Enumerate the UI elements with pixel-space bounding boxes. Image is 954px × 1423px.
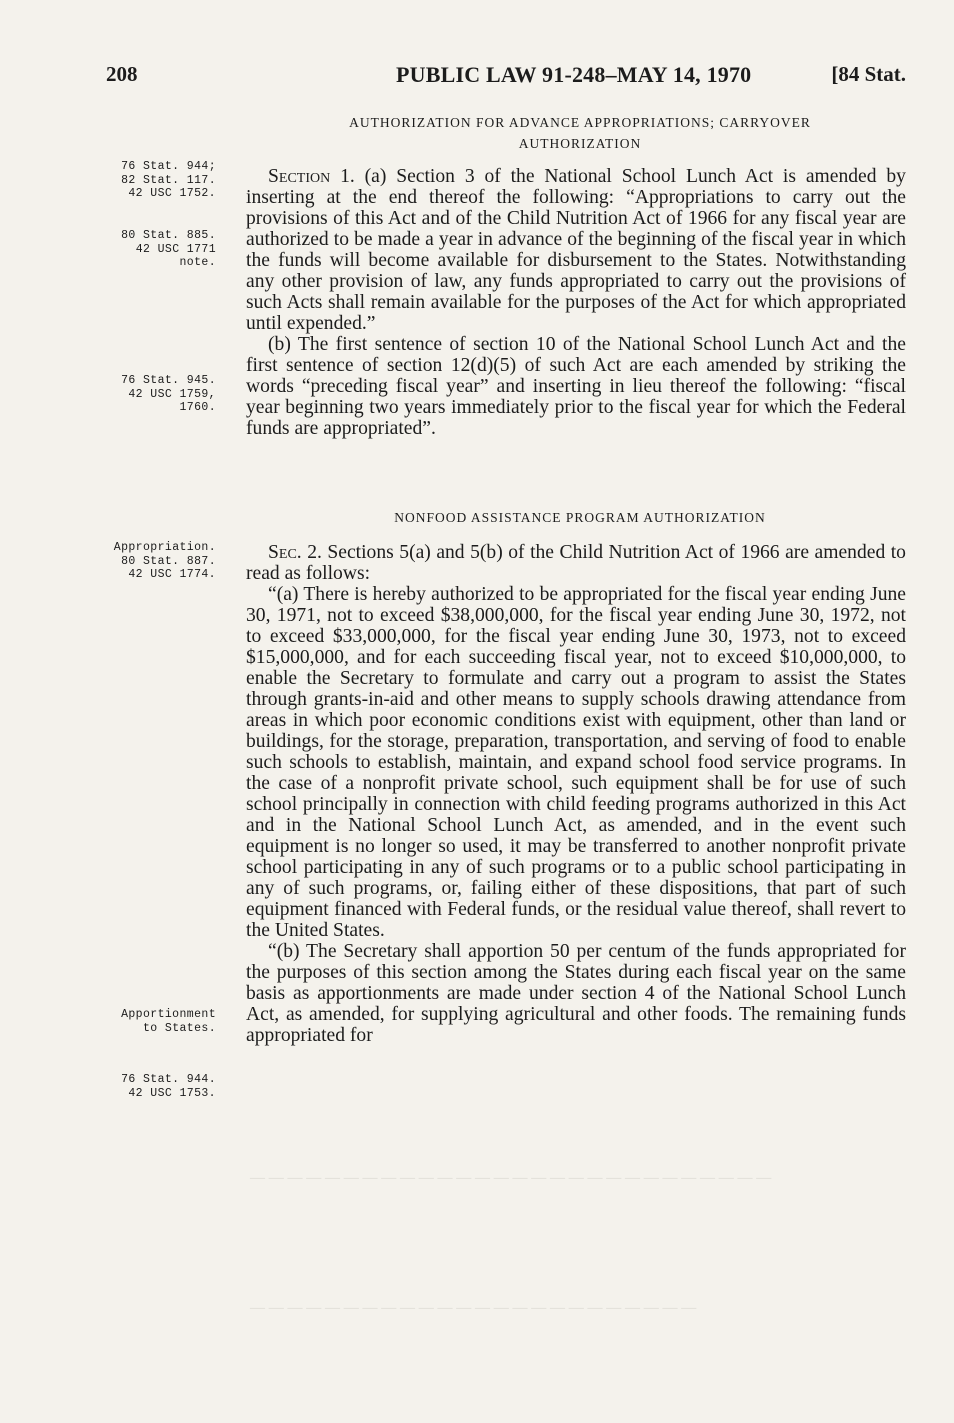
margin-note-1: 76 Stat. 944; 82 Stat. 117. 42 USC 1752. bbox=[121, 160, 216, 200]
section-1-para-b: (b) The first sentence of section 10 of the National School Lunch Act and the first sentence of section 12(d)(5) of such Act are each amended by striking the words “preceding fiscal year” and inserting in lieu thereof the following: “fiscal year beginning two years immediately prior to the fiscal year for which the Federal funds are appropriated”. bbox=[246, 334, 906, 439]
margin-note-6: 76 Stat. 944. 42 USC 1753. bbox=[121, 1073, 216, 1100]
margin-note-2: 80 Stat. 885. 42 USC 1771 note. bbox=[121, 229, 216, 269]
section-2-para-b: “(b) The Secretary shall apportion 50 per centum of the funds appropriated for the purposes of this section among the States during each fiscal year on the same basis as apportionments are made under section 4 of the National School Lunch Act, as amended, for supplying agricultural and other foods. The remaining funds appropriated for bbox=[246, 941, 906, 1046]
margin-note-5: Apportionment to States. bbox=[121, 1008, 216, 1035]
page-header bbox=[96, 62, 908, 96]
heading-nonfood: NONFOOD ASSISTANCE PROGRAM AUTHORIZATION bbox=[394, 510, 766, 525]
reverse-bleed: — — — — — — — — — — — — — — — — — — — — — — — — — — — — bbox=[250, 1170, 772, 1186]
heading-authorization: AUTHORIZATION FOR ADVANCE APPROPRIATIONS; CARRYOVER AUTHORIZATION bbox=[349, 115, 811, 151]
section-2-intro: Sec. 2. Sections 5(a) and 5(b) of the Child Nutrition Act of 1966 are amended to read as follows: bbox=[246, 542, 906, 584]
volume-citation: [84 Stat. bbox=[831, 62, 906, 86]
section-lead: Section bbox=[268, 166, 331, 187]
section-1-para-a: Section 1. (a) Section 3 of the National School Lunch Act is amended by inserting at the end thereof the following: “Appropriations to carry out the provisions of this Act and of the Child Nutrition Act of 1966 for any fiscal year are authorized to be made a year in advance of the beginning of the fiscal year in which the funds will become available for disbursement to the States. Notwithstanding any other provision of law, any funds appropriated to carry out the provisions of such Acts shall remain available for the purposes of the Act for which appropriated until expended.” bbox=[246, 166, 906, 334]
reverse-bleed: — — — — — — — — — — — — — — — — — — — — — — — — bbox=[250, 1300, 697, 1316]
section-2-para-a: “(a) There is hereby authorized to be appropriated for the fiscal year ending June 30, 1971, not to exceed $38,000,000, for the fiscal year ending June 30, 1972, not to exceed $33,000,000, for the fiscal year ending June 30, 1973, not to exceed $15,000,000, and for each succeeding fiscal year, not to exceed $10,000,000, to enable the Secretary to formulate and carry out a program to assist the States through grants-in-aid and other means to supply schools drawing attendance from areas in which poor economic conditions exist with equipment, other than land or buildings, for the storage, preparation, transportation, and serving of food to enable such schools to establish, maintain, and expand school food service programs. In the case of a nonprofit private school, such equipment shall be for use of such school principally in connection with child feeding programs authorized in this Act and in the National School Lunch Act, as amended, and in the event such equipment is no longer so used, it may be transferred to another nonprofit private school participating in any of such programs or to a public school participating in any of such programs, or, failing either of these dispositions, that part of such equipment financed with Federal funds, or the residual value thereof, shall revert to the United States. bbox=[246, 584, 906, 941]
margin-note-4: Appropriation. 80 Stat. 887. 42 USC 1774. bbox=[113, 541, 216, 581]
section-lead: Sec. bbox=[268, 542, 302, 563]
section-2 bbox=[246, 542, 906, 1046]
page-number: 208 bbox=[106, 62, 138, 86]
section-1 bbox=[246, 166, 906, 439]
margin-note-3: 76 Stat. 945. 42 USC 1759, 1760. bbox=[121, 374, 216, 414]
running-title: PUBLIC LAW 91-248–MAY 14, 1970 bbox=[396, 62, 752, 87]
